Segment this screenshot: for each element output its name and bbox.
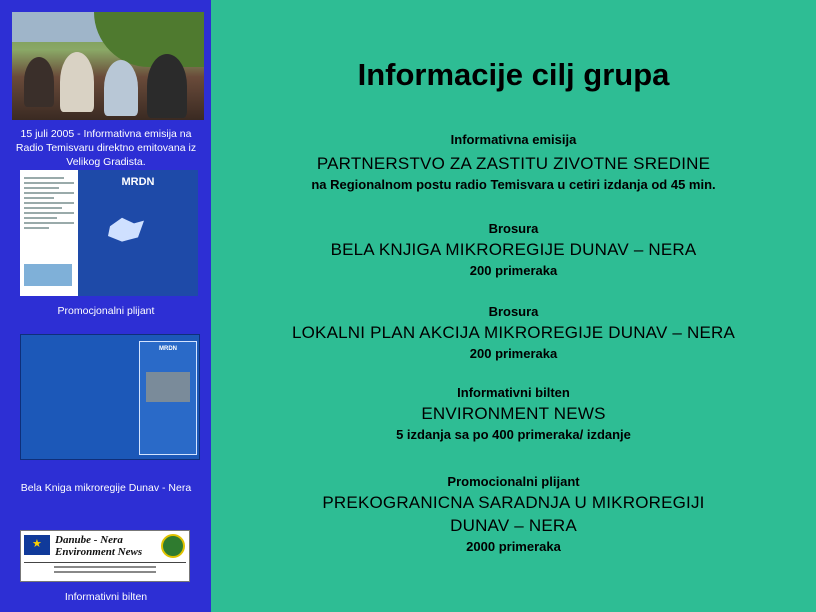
section-headline: ENVIRONMENT NEWS [421,404,606,423]
brochure-image [20,334,200,460]
section-label: Informativni bilten [457,385,570,400]
brochure-caption: Bela Kniga mikroregije Dunav - Nera [20,482,192,494]
main-content [211,0,816,612]
section-detail: na Regionalnom postu radio Temisvara u cetiri izdanja od 45 min. [311,177,716,192]
photo-caption: 15 juli 2005 - Informativna emisija na Radio Temisvaru direktno emitovana iz Velikog Gradista. [15,128,197,168]
section-detail: 200 primeraka [469,346,558,361]
brochure-heading: MRDN [159,346,177,352]
section-white-book [211,219,816,280]
section-label: Brosura [488,304,539,319]
section-detail: 200 primeraka [469,263,558,278]
section-detail: 5 izdanja sa po 400 primeraka/ izdanje [396,427,631,442]
radio-event-photo [12,12,204,120]
section-bulletin [211,383,816,444]
bulletin-title-line1: Danube - Nera [55,534,123,546]
environment-logo-icon [161,534,185,558]
left-sidebar [0,0,211,612]
section-label: Informativna emisija [450,132,577,147]
promo-flyer-image [20,170,198,296]
map-icon [106,215,146,243]
page-title: Informacije cilj grupa [357,57,670,92]
flyer-heading: MRDN [121,176,155,188]
section-flyer [211,472,816,556]
eu-flag-icon [24,535,50,555]
section-radio [211,130,816,194]
flyer-caption: Promocjonalni plijant [57,305,155,317]
section-headline-line1: PREKOGRANICNA SARADNJA U MIKROREGIJI [322,493,705,512]
section-detail: 2000 primeraka [466,539,561,554]
section-label: Brosura [488,221,539,236]
section-headline: LOKALNI PLAN AKCIJA MIKROREGIJE DUNAV – NERA [291,323,736,342]
bulletin-image [20,530,190,582]
section-headline: PARTNERSTVO ZA ZASTITU ZIVOTNE SREDINE [316,154,711,173]
section-headline: BELA KNJIGA MIKROREGIJE DUNAV – NERA [330,240,697,259]
section-label: Promocionalni plijant [447,474,580,489]
bulletin-caption: Informativni bilten [64,591,148,603]
section-action-plan [211,302,816,363]
bulletin-title-line2: Environment News [55,546,143,558]
section-headline-line2: DUNAV – NERA [450,516,577,535]
